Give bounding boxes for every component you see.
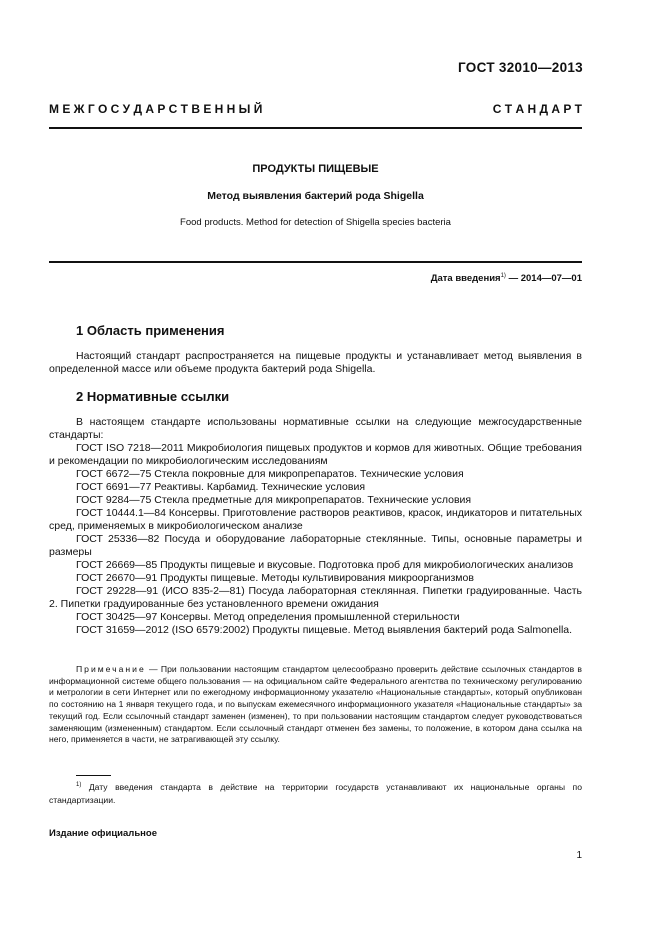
gost-number: ГОСТ 32010—2013 — [458, 60, 583, 75]
section-2-heading: 2 Нормативные ссылки — [76, 389, 230, 404]
reference-item: ГОСТ 25336—82 Посуда и оборудование лабораторные стеклянные. Типы, основные параметры и размеры — [49, 533, 582, 558]
section-1-paragraph: Настоящий стандарт распространяется на пищевые продукты и устанавливает метод выявления в определенной массе или объеме продукта бактерий рода Shigella. — [49, 350, 582, 375]
reference-item: ГОСТ 6672—75 Стекла покровные для микропрепаратов. Технические условия — [76, 468, 464, 480]
footnote-mark: 1) — [76, 782, 82, 788]
section-1-heading: 1 Область применения — [76, 323, 225, 338]
note-label: Примечание — [76, 664, 146, 674]
document-title: ПРОДУКТЫ ПИЩЕВЫЕ — [252, 163, 379, 175]
reference-item: ГОСТ 31659—2012 (ISO 6579:2002) Продукты пищевые. Метод выявления бактерий рода Salmonella. — [76, 624, 573, 636]
section-2-references — [49, 416, 582, 637]
footnote-text: Дату введения стандарта в действие на территории государств устанавливают их национальные органы по стандартизации. — [49, 781, 582, 805]
page-number: 1 — [576, 850, 582, 861]
intro-date-label: Дата введения — [430, 273, 501, 285]
intro-date — [431, 273, 582, 284]
reference-item: ГОСТ ISO 7218—2011 Микробиология пищевых продуктов и кормов для животных. Общие требования и рекомендации по микробиологическим исследованиям — [49, 442, 582, 467]
standard-type-word-2: С Т А Н Д А Р Т — [492, 102, 582, 116]
footnote-rule — [76, 775, 111, 776]
note-block — [49, 664, 582, 746]
intro-date-footnote-mark: 1) — [500, 273, 506, 279]
reference-item: ГОСТ 26669—85 Продукты пищевые и вкусовые. Подготовка проб для микробиологических анализов — [76, 559, 574, 571]
section-1-text — [49, 350, 582, 376]
footnote — [49, 779, 582, 807]
official-edition-label: Издание официальное — [49, 828, 157, 839]
reference-item: ГОСТ 9284—75 Стекла предметные для микропрепаратов. Технические условия — [76, 494, 472, 506]
standard-type-word-1: М Е Ж Г О С У Д А Р С Т В Е Н Н Ы Й — [49, 102, 263, 116]
document-method-title: Метод выявления бактерий рода Shigella — [207, 190, 424, 202]
header-rule — [49, 127, 582, 129]
document-english-title: Food products. Method for detection of Shigella species bacteria — [180, 217, 451, 228]
reference-intro: В настоящем стандарте использованы нормативные ссылки на следующие межгосударственные стандарты: — [49, 416, 582, 441]
reference-item: ГОСТ 29228—91 (ИСО 835-2—81) Посуда лабораторная стеклянная. Пипетки градуированные. Часть 2. Пипетки градуированные без установленного времени ожидания — [49, 585, 582, 610]
reference-item: ГОСТ 6691—77 Реактивы. Карбамид. Технические условия — [76, 481, 366, 493]
reference-item: ГОСТ 10444.1—84 Консервы. Приготовление растворов реактивов, красок, индикаторов и питательных сред, применяемых в микробиологическом анализе — [49, 507, 582, 532]
standard-type-heading — [49, 102, 582, 116]
title-rule — [49, 261, 582, 263]
reference-item: ГОСТ 26670—91 Продукты пищевые. Методы культивирования микроорганизмов — [76, 572, 474, 584]
intro-date-value: — 2014—07—01 — [508, 273, 582, 285]
reference-item: ГОСТ 30425—97 Консервы. Метод определения промышленной стерильности — [76, 611, 460, 623]
note-text: — При пользовании настоящим стандартом целесообразно проверить действие ссылочных стандартов в информационной системе общего пользования — на официальном сайте Федерального агентства по техническому регулированию и метрологии в сети Интернет или по ежегодному информационному указателю «Национальные стандарты», который опубликован по состоянию на 1 января текущего года, и по выпускам ежемесячного информационного указателя «Национальные стандарты» за текущий год. Если ссылочный стандарт заменен (изменен), то при пользовании настоящим стандартом следует руководствоваться заменяющим (измененным) стандартом. Если ссылочный стандарт отменен без замены, то положение, в котором дана ссылка на него, применяется в части, не затрагивающей эту ссылку. — [49, 664, 582, 745]
